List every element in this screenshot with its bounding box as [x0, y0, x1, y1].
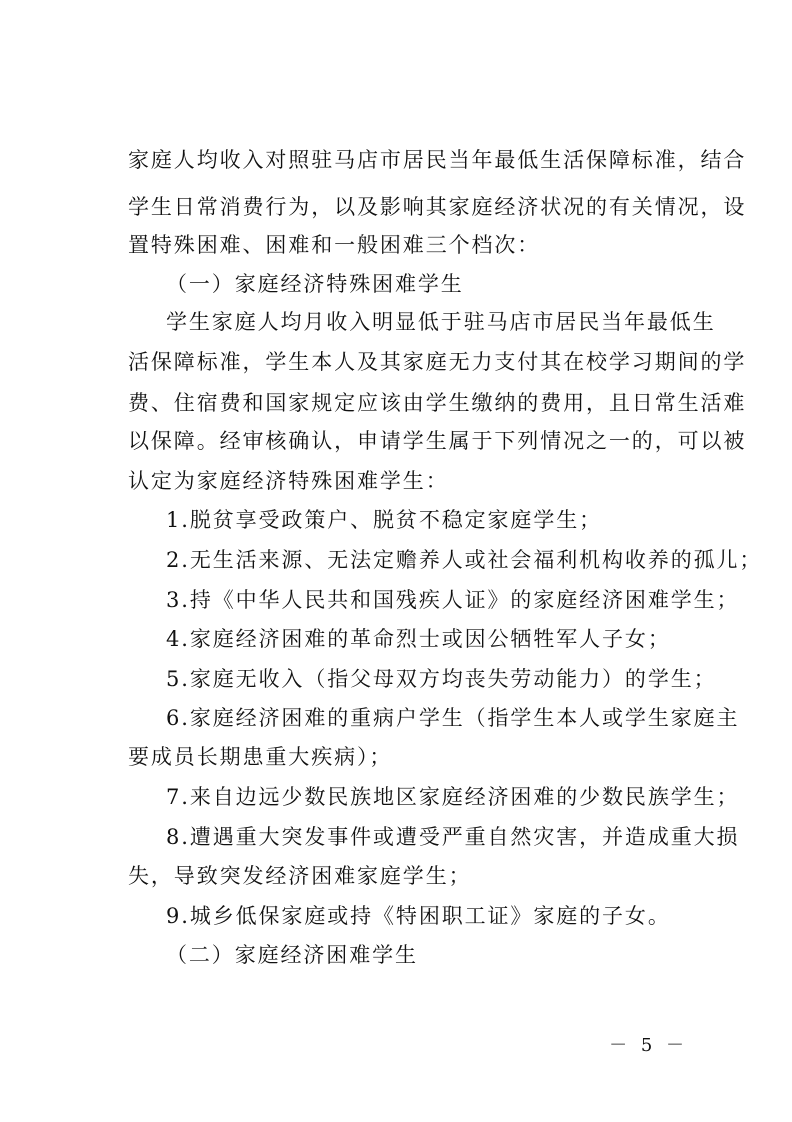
- list-item-3: 3.持《中华人民共和国残疾人证》的家庭经济困难学生；: [166, 588, 740, 612]
- body-text-line-2: 学生日常消费行为，以及影响其家庭经济状况的有关情况，设: [128, 195, 747, 219]
- section-heading-2: （二）家庭经济困难学生: [166, 943, 418, 967]
- list-item-4: 4.家庭经济困难的革命烈士或因公牺牲军人子女；: [166, 627, 671, 651]
- list-item-9: 9.城乡低保家庭或持《特困职工证》家庭的子女。: [166, 904, 671, 928]
- list-item-8-continued: 失，导致突发经济困难家庭学生；: [128, 864, 472, 888]
- body-text-line-1: 家庭人均收入对照驻马店市居民当年最低生活保障标准，结合: [128, 148, 747, 172]
- section-heading-1: （一）家庭经济特殊困难学生: [166, 272, 464, 296]
- body-text-line-8: 以保障。经审核确认，申请学生属于下列情况之一的，可以被: [128, 429, 747, 453]
- list-item-8: 8.遭遇重大突发事件或遭受严重自然灾害，并造成重大损: [166, 825, 740, 849]
- body-text-line-9: 认定为家庭经济特殊困难学生：: [128, 469, 449, 493]
- page-number: － 5 －: [609, 1035, 688, 1056]
- body-text-line-5: 学生家庭人均月收入明显低于驻马店市居民当年最低生: [166, 310, 716, 334]
- list-item-1: 1.脱贫享受政策户、脱贫不稳定家庭学生；: [166, 508, 603, 532]
- list-item-6-continued: 要成员长期患重大疾病）；: [128, 745, 393, 769]
- list-item-6: 6.家庭经济困难的重病户学生（指学生本人或学生家庭主: [166, 706, 740, 730]
- list-item-2: 2.无生活来源、无法定赡养人或社会福利机构收养的孤儿；: [166, 548, 763, 572]
- body-text-line-6: 活保障标准，学生本人及其家庭无力支付其在校学习期间的学: [128, 350, 747, 374]
- body-text-line-7: 费、住宿费和国家规定应该由学生缴纳的费用，且日常生活难: [128, 391, 747, 415]
- list-item-5: 5.家庭无收入（指父母双方均丧失劳动能力）的学生；: [166, 667, 717, 691]
- list-item-7: 7.来自边远少数民族地区家庭经济困难的少数民族学生；: [166, 785, 740, 809]
- body-text-line-3: 置特殊困难、困难和一般困难三个档次：: [128, 233, 541, 257]
